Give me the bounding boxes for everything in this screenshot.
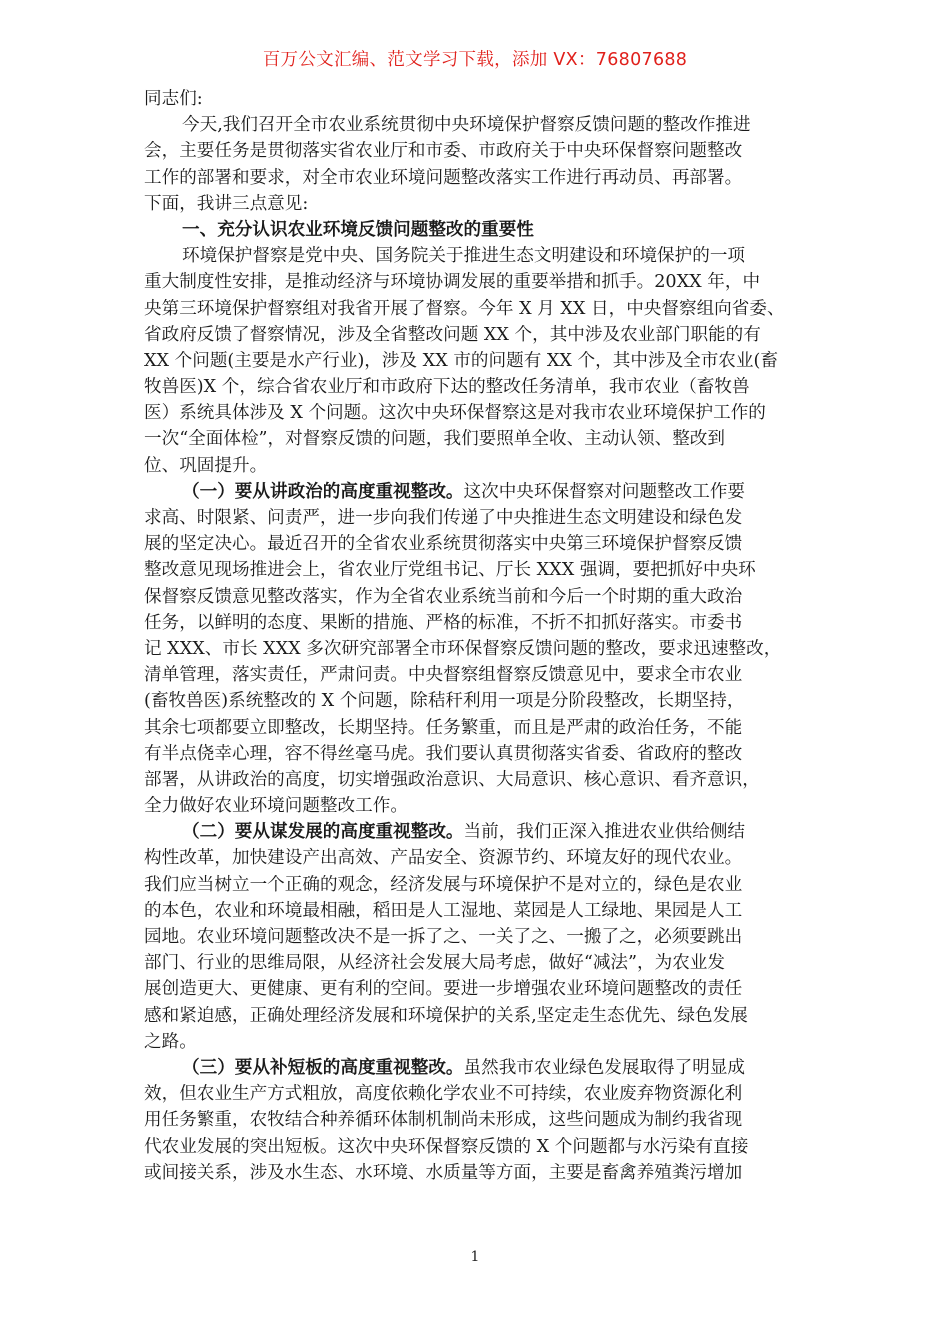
line-text: 任务，以鲜明的态度、果断的措施、严格的标准，不折不扣抓好落实。市委书 [144,612,743,633]
text-line [144,138,816,164]
line-text: 之路。 [144,1031,197,1052]
text-line [144,976,816,1002]
line-text: 有半点侥幸心理，容不得丝毫马虎。我们要认真贯彻落实省委、省政府的整改 [144,743,743,764]
line-text: 清单管理，落实责任，严肃问责。中央督察组督察反馈意见中，要求全市农业 [144,665,743,686]
text-line [144,924,816,950]
text-line [144,86,816,112]
text-line [144,296,816,322]
text-line [144,1107,816,1133]
line-text: 今天,我们召开全市农业系统贯彻中央环境保护督察反馈问题的整改作推进 [182,115,751,136]
line-text: 同志们: [144,89,203,109]
text-line [144,243,816,269]
text-line [144,165,816,191]
text-line [144,557,816,583]
text-line [144,1029,816,1055]
page-number: 1 [470,1249,480,1265]
text-line [144,767,816,793]
line-text: 感和紧迫感，正确处理经济发展和环境保护的关系,坚定走生态优先、绿色发展 [144,1005,748,1026]
line-text: 求高、时限紧、问责严，进一步向我们传递了中央推进生态文明建设和绿色发 [144,508,743,528]
line-text: 位、巩固提升。 [144,455,268,476]
line-text: XX 个问题(主要是水产行业)，涉及 XX 市的问题有 XX 个，其中涉及全市农业(畜 [144,350,778,371]
line-text: 其余七项都要立即整改，长期坚持。任务繁重，而且是严肃的政治任务，不能 [144,717,743,738]
line-text: 牧兽医)X 个，综合省农业厅和市政府下达的整改任务清单，我市农业（畜牧兽 [144,377,750,398]
text-line [144,715,816,741]
document-body [144,86,816,1186]
text-line [144,1055,816,1081]
line-text: 会，主要任务是贯彻落实省农业厅和市委、市政府关于中央环保督察问题整改 [144,141,743,162]
text-line [144,1134,816,1160]
text-line [144,819,816,845]
line-text: 下面，我讲三点意见: [144,193,309,214]
text-line [144,505,816,531]
text-line [144,1160,816,1186]
line-text: 省政府反馈了督察情况，涉及全省整改问题 XX 个，其中涉及农业部门职能的有 [144,324,761,345]
line-text: 工作的部署和要求，对全市农业环境问题整改落实工作进行再动员、再部署。 [144,167,743,188]
line-text: 园地。农业环境问题整改决不是一拆了之、一关了之、一搬了之，必须要跳出 [144,927,743,947]
line-text: 保督察反馈意见整改落实，作为全省农业系统当前和今后一个时期的重大政治 [144,586,743,607]
text-line [144,112,816,138]
line-text: 一、充分认识农业环境反馈问题整改的重要性 [182,218,534,240]
subsection-lead: （一）要从讲政治的高度重视整改。 [182,480,464,502]
line-text: 的本色，农业和环境最相融，稻田是人工湿地、菜园是人工绿地、果园是人工 [144,900,743,921]
text-line [144,845,816,871]
section-heading [144,217,816,243]
text-line [144,348,816,374]
line-text: 这次中央环保督察对问题整改工作要 [463,481,746,502]
text-line [144,793,816,819]
text-line [144,610,816,636]
line-text: 展创造更大、更健康、更有利的空间。要进一步增强农业环境问题整改的责任 [144,979,743,1000]
text-line [144,1003,816,1029]
subsection-lead: （三）要从补短板的高度重视整改。 [182,1056,464,1078]
header-banner: 百万公文汇编、范文学习下载，添加 VX：76807688 [262,50,688,70]
line-text: 环境保护督察是党中央、国务院关于推进生态文明建设和环境保护的一项 [182,246,746,267]
line-text: 展的坚定决心。最近召开的全省农业系统贯彻落实中央第三环境保护督察反馈 [144,534,743,555]
text-line [144,636,816,662]
text-line [144,898,816,924]
text-line [144,531,816,557]
subsection-lead: （二）要从谋发展的高度重视整改。 [182,821,464,843]
line-text: 我们应当树立一个正确的观念，经济发展与环境保护不是对立的，绿色是农业 [144,874,743,895]
text-line [144,322,816,348]
line-text: 一次“全面体检”，对督察反馈的问题，我们要照单全收、主动认领、整改到 [144,429,725,450]
text-line [144,191,816,217]
line-text: 医）系统具体涉及 X 个问题。这次中央环保督察这是对我市农业环境保护工作的 [144,403,766,424]
line-text: 用任务繁重，农牧结合种养循环体制机制尚未形成，这些问题成为制约我省现 [144,1110,743,1131]
line-text: 虽然我市农业绿色发展取得了明显成 [463,1057,746,1078]
text-line [144,453,816,479]
line-text: 当前，我们正深入推进农业供给侧结 [463,822,746,843]
text-line [144,741,816,767]
text-line [144,269,816,295]
text-line [144,426,816,452]
line-text: 构性改革，加快建设产出高效、产品安全、资源节约、环境友好的现代农业。 [144,848,743,869]
text-line [144,400,816,426]
line-text: 效，但农业生产方式粗放，高度依赖化学农业不可持续，农业废弃物资源化利 [144,1084,743,1105]
text-line [144,872,816,898]
line-text: 记 XXX、市长 XXX 多次研究部署全市环保督察反馈问题的整改，要求迅速整改， [144,638,782,659]
line-text: 整改意见现场推进会上，省农业厅党组书记、厅长 XXX 强调，要把抓好中央环 [144,560,756,581]
line-text: (畜牧兽医)系统整改的 X 个问题，除秸秆利用一项是分阶段整改，长期坚持， [144,691,745,712]
line-text: 央第三环境保护督察组对我省开展了督察。今年 X 月 XX 日，中央督察组向省委、 [144,298,785,319]
text-line [144,950,816,976]
line-text: 或间接关系，涉及水生态、水环境、水质量等方面，主要是畜禽养殖粪污增加 [144,1162,743,1183]
line-text: 部署，从讲政治的高度，切实增强政治意识、大局意识、核心意识、看齐意识， [144,769,760,790]
text-line [144,479,816,505]
line-text: 代农业发展的突出短板。这次中央环保督察反馈的 X 个问题都与水污染有直接 [144,1136,749,1157]
text-line [144,1081,816,1107]
text-line [144,662,816,688]
text-line [144,374,816,400]
line-text: 部门、行业的思维局限，从经济社会发展大局考虑，做好“减法”，为农业发 [144,953,725,974]
text-line [144,584,816,610]
text-line [144,688,816,714]
line-text: 重大制度性安排，是推动经济与环境协调发展的重要举措和抓手。20XX 年，中 [144,272,761,293]
line-text: 全力做好农业环境问题整改工作。 [144,796,408,817]
